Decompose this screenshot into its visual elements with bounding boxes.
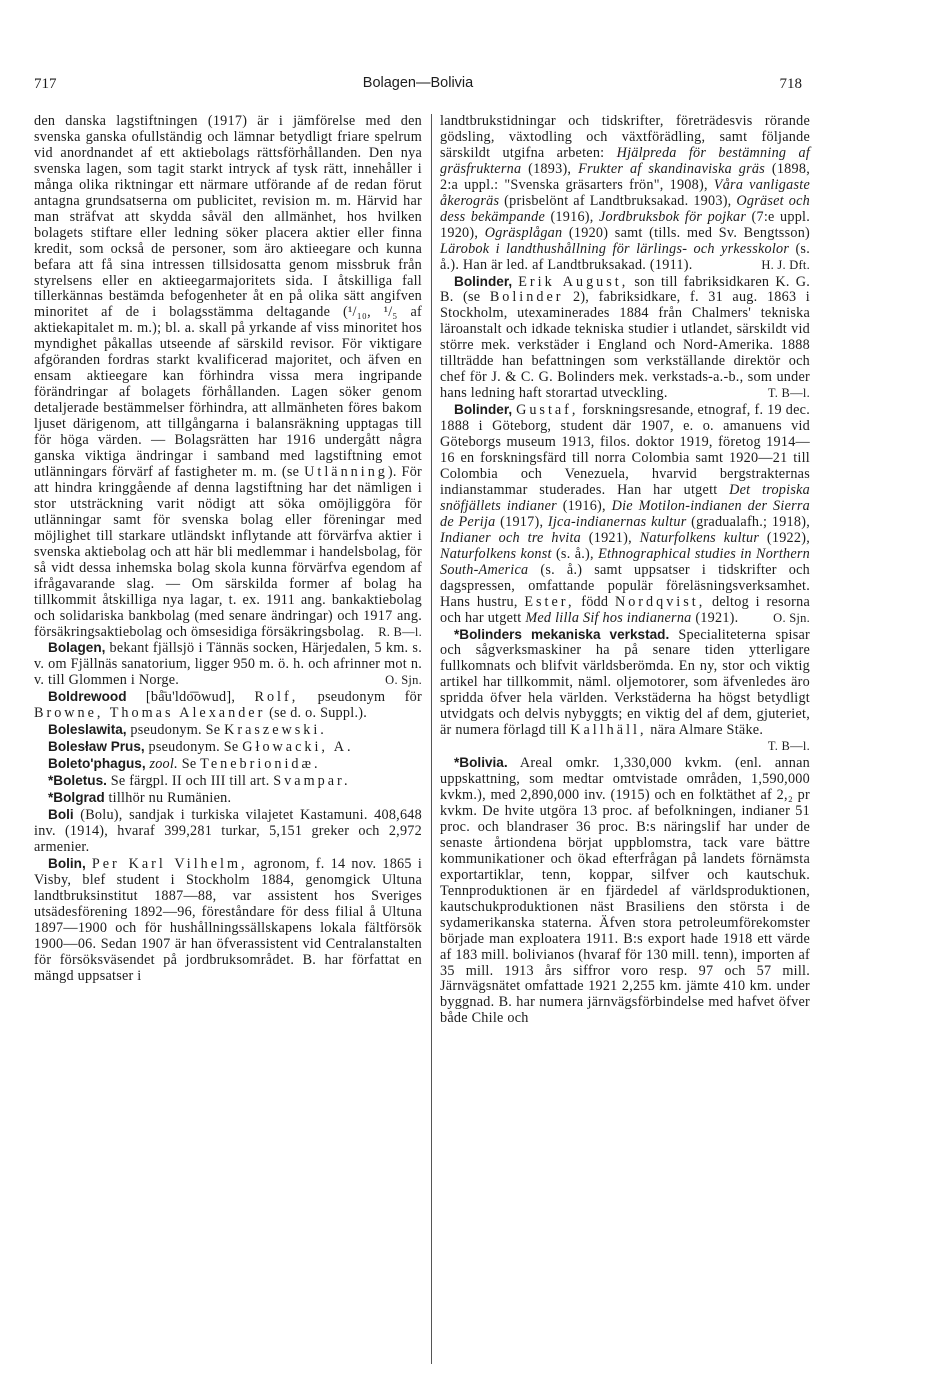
running-header (34, 74, 802, 96)
entry-bolinder-gustaf: Bolinder, Gustaf, forskningsresande, etnograf, f. 19 dec. 1888 i Göteborg, student där 1907, e. o. amanuens vid Göteborgs museum 1913, filos. doktor 1919, företog 1914—16 en forskningsfärd till norra Colombia samt 1920—21 till Colombia och Venezuela, hvarvid bergstrakternas indianstammar studerades. Han har utgett Det tropiska snöfjällets indianer (1916), Die Motilon-indianen der Sierra de Perija (1917), Ijca-indianernas kultur (gradualafh.; 1918), Indianer och tre hvita (1921), Naturfolkens kultur (1922), Naturfolkens konst (s. å.), Ethnographical studies in Northern South-America (s. å.) samt uppsatser i tidskrifter och dagspressen, omfattande populär föreläsningsverksamhet. Hans hustru, Ester, född Nordqvist, deltog i resorna och har utgett Med lilla Sif hos indianerna (1921). O. Sjn. (440, 402, 811, 626)
entry-bolinder-erik: Bolinder, Erik August, son till fabriksidkaren K. G. B. (se Bolinder 2), fabriksidkare, f. 31 aug. 1863 i Stockholm, utexaminerades 1884 från Chalmers' tekniska läroanstalt och idkade tekniska studier i utlandet, särskildt vid större mek. verkstäder i England och Nord-Amerika. 1888 tillträdde han befattningen som verkställande direktör och chef för J. & C. G. Bolinders mek. verkstads-a.-b., som under hans ledning haft storartad utveckling. T. B—l. (440, 273, 811, 402)
entry-boldrewood: Boldrewood [bå̄u'ldo͞owud], Rolf, pseudonym för Browne, Thomas Alexander (se d. o. Suppl.). (34, 689, 422, 722)
entry-bolgrad: *Bolgrad tillhör nu Rumänien. (48, 790, 232, 807)
running-title: Bolagen—Bolivia (362, 75, 474, 91)
entry-bolag-continuation: den danska lagstiftningen (1917) är i jämförelse med den svenska ganska ofullständig och lämnar betydligt friare spelrum vid anordnandet af ett aktiebolags rättsförhållanden. Den nya svenska lagen, som tagit starkt intryck af tysk rätt, innehåller i många olika riktningar ett närmare utförande af de redan förut antagna grundsatserna om publicitet, revision m. m. Härvid har man sträfvat att skydda såväl den allmänhet, hos hvilken bolagets stiftare eller ledning söker placera aktier eller finna kredit, som också de personer, som äro aktieegare och kunna befara att få sina intressen tillsidosatta genom missbruk från styrelsens eller en aktieegarmajoritets sida. I åtskilliga fall tillerkännas bestämda befogenheter åt en på olika sätt angifven minoritet af de i bolagsstämma deltagande (¹/₁₀, ¹/₅ af aktiekapitalet m. m.); bl. a. skall på yrkande af viss minoritet hos myndighet påkallas utseende af särskild revisor. För viktigare afgöranden fordras starkt kvalificerad majoritet, och äfven en ensam aktieegare kan förhindra vissa mera ingripande förändringar af bolagets förhållanden. Lagen söker genom detaljerade bestämmelser förhindra, att allmänheten föres bakom ljuset därigenom, att tillgångarna i balansräkning upptagas till för höga värden. — Bolagsrätten har 1916 undergått några ganska viktiga ändringar i samband med lagstiftning emot utlänningars förvärf af fastigheter m. m. (se Utlänning). För att hindra kringgående af denna lagstiftning har det nämligen i stor utsträckning varit nödigt att söka omöjliggöra för utlänningar samt för svenska bolag eller föreningar med möjlighet till starkare utländskt inflytande att förvärfva aktier i svenska aktiebolag och att här bli medlemmar i handelsbolag, för så vidt dessa inhemska bolag skola kunna förvärfva egendom af ifrågavarande slag. — Om särskilda former af bolag ha tillkommit åtskilliga nya lagar, t. ex. 1911 ang. bankaktiebolag och solidariska bankbolag (med senare ändringar) och 1917 ang. försäkringsaktiebolag och ömsesidiga försäkringsbolag. R. B—l. (34, 113, 423, 640)
entry-boleslaw-prus: Bolesław Prus, pseudonym. Se Głowacki, A. (48, 739, 354, 756)
signature: T. B—l. (767, 386, 810, 401)
entry-bolin-continuation: landtbrukstidningar och tidskrifter, företrädesvis rörande gödsling, växtodling och växtförädling, samt följande särskildt utgifna arbeten: Hjälpreda för bestämning af gräsfrukterna (1893), Frukter af skandinaviska gräs (1898, 2:a uppl.: "Svenska gräsarters frön", 1908), Våra vanligaste åkerogräs (prisbelönt af Landtbruksakad. 1903), Ogräset och dess bekämpande (1916), Jordbruksbok för pojkar (7:e uppl. 1920), Ogräsplågan (1920) samt (tills. med Sv. Bengtsson) Lärobok i landthushållning för lärlings- och yrkesskolor (s. å.). Han är led. af Landtbruksakad. (1911). H. J. Dft. (440, 113, 811, 273)
signature: R. B—l. (378, 624, 422, 639)
entry-bolin: Bolin, Per Karl Vilhelm, agronom, f. 14 nov. 1865 i Visby, blef student i Stockholm 1884, genomgick Ultuna landtbruksinstitut 1887—88, var assistent hos Sveriges utsädesförening 1892—96, föreståndare för dess filial å Ultuna 1897—1900 och för hushållningssällskapens lokala fältförsök 1900—06. Sedan 1907 är han öfverassistent vid Centralanstalten för försöksväsendet på jordbruksområdet. B. har författat en mängd uppsatser i (34, 855, 423, 984)
column-divider (431, 114, 432, 1364)
right-column (440, 114, 810, 1027)
headword: Bolin, (48, 855, 86, 871)
headword: Boli (48, 806, 74, 822)
signature: H. J. Dft. (761, 257, 810, 272)
headword: Boleslawita, (48, 722, 127, 738)
headword: Bolinder, (454, 273, 513, 289)
headword: Bolagen, (48, 640, 106, 656)
headword: *Boletus. (48, 773, 107, 789)
headword: Bolesław Prus, (48, 739, 145, 755)
headword: Boldrewood (48, 689, 127, 705)
page-number-left: 717 (34, 76, 57, 92)
entry-boletus: *Boletus. Se färgpl. II och III till art. Svampar. (48, 773, 351, 790)
headword: *Bolgrad (48, 790, 105, 806)
entry-bolinders-verkstad: *Bolinders mekaniska verkstad. Specialiteterna spisar och sågverksmaskiner ha på senare tiden ytterligare fullkomnats och blifvit världsberömda. En ny, stor och viktig artikel har tillkommit, näml. oljemotorer, som äfvenledes äro spridda öfver hela världen. Verkstäderna ha högst betydligt utvidgats och delvis nybyggts; en viktig del af dem, gjuteriet, är numera förlagd till Kallhäll, nära Almare Stäke. T. B—l. (440, 626, 810, 754)
page-number-right: 718 (779, 76, 802, 92)
entry-boletophagus: Boleto'phagus, zool. Se Tenebrionidæ. (48, 756, 321, 773)
left-column (34, 114, 422, 984)
headword: *Bolinders mekaniska verkstad. (454, 626, 670, 642)
signature: O. Sjn. (773, 610, 810, 625)
signature: T. B—l. (767, 739, 810, 754)
headword: Boleto'phagus, (48, 756, 146, 772)
entry-bolagen: Bolagen, bekant fjällsjö i Tännäs socken, Härjedalen, 5 km. s. v. om Fjällnäs sanatorium, ligger 950 m. ö. h. och afrinner mot n. v. till Glommen i Norge. O. Sjn. (34, 640, 423, 689)
headword: Bolinder, (454, 402, 513, 418)
signature: O. Sjn. (385, 673, 422, 688)
entry-bolivia: *Bolivia. Areal omkr. 1,330,000 kvkm. (enl. annan uppskattning, som medtar omtvistade områden, 1,590,000 kvkm.), med 2,890,000 inv. (1915) och en folktäthet af 2,₂ pr kvkm. De hvite utgöra 13 proc. af befolkningen, indianer 51 proc. och blandraser 36 proc. B:s näringslif har under de senaste årtiondena börjat uppblomstra, tack vare bättre kommunikationer och ökad efterfrågan på landets förnämsta exportartiklar, tenn, koppar, silfver och kautschuk. Tennproduktionen är en fjärdedel af världsproduktionen, kautschukproduktionen näst Brasiliens den största i de sydamerikanska staterna. Äfven stora petroleumförekomster började man exploatera 1911. B:s export hade 1918 ett värde af 183 mill. bolivianos (hvaraf för 130 mill. tenn), importen af 35 mill. 1913 års siffror voro resp. 97 och 57 mill. Järnvägsnätet omfattade 1921 2,255 km. jämte 410 km. under byggnad. B. har numera järnvägsförbindelse med hafvet öfver både Chile och (440, 755, 811, 1027)
entry-boleslawita: Boleslawita, pseudonym. Se Kraszewski. (48, 722, 327, 739)
headword: *Bolivia. (454, 755, 508, 771)
entry-boli: Boli (Bolu), sandjak i turkiska vilajetet Kastamuni. 408,648 inv. (1914), hvaraf 399,281 turkar, 5,151 greker och 2,972 armenier. (34, 806, 422, 855)
